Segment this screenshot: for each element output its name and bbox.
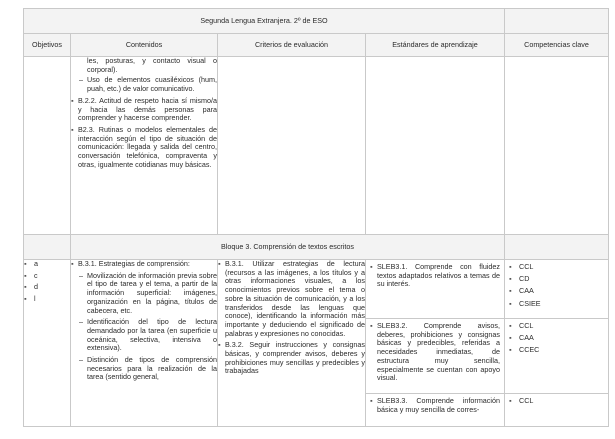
contenidos-sub-item xyxy=(79,76,217,93)
sub-item-text: Identificación del tipo de lectura demandado por la tarea (en superficie u oceánica, selectiva, intensiva o extensiva). xyxy=(87,317,217,353)
block-header-empty xyxy=(24,235,71,260)
bullet-icon: ▪ xyxy=(509,298,512,308)
col-objetivos: Objetivos xyxy=(24,34,71,57)
competencia-item xyxy=(509,287,604,296)
contenidos-item xyxy=(71,126,217,170)
bullet-icon: ▪ xyxy=(71,259,74,268)
bullet-icon: ▪ xyxy=(218,259,221,268)
contenidos-head: B.3.1. Estrategias de comprensión: xyxy=(78,259,190,268)
sub-item-text: Movilización de información previa sobre el tipo de tarea y el tema, a partir de la información superficial: imágenes, organización en la página, títulos de cabecera, etc. xyxy=(87,270,217,315)
competencia-label: CCL xyxy=(519,396,534,405)
competencias-cell-empty xyxy=(505,57,609,235)
competencia-item xyxy=(509,334,604,343)
objetivo-label: l xyxy=(34,294,36,304)
estandares-cell-empty xyxy=(366,57,505,235)
criterio-item xyxy=(218,341,365,376)
contenidos-item-text: B2.3. Rutinas o modelos elementales de interacción según el tipo de situación de comunicación: llegada y salida del centro, conversación telefónica, compraventa y otras, igualmente cotidianas muy básicas. xyxy=(78,124,217,169)
curriculum-table xyxy=(23,8,609,427)
competencias-cell xyxy=(505,260,609,427)
block3-title: Bloque 3. Comprensión de textos escritos xyxy=(71,235,505,260)
objetivo-item xyxy=(24,260,70,269)
bullet-icon: ▪ xyxy=(509,262,512,271)
bullet-icon: ▪ xyxy=(370,321,373,330)
bullet-icon: ▪ xyxy=(24,270,27,280)
criterio-text: B.3.1. Utilizar estrategias de lectura (recursos a las imágenes, a los títulos y a otras informaciones visuales, a los conocimientos previos sobre el tema o sobre la situación de comunicación, y a los transferidos desde las lenguas que conoce), identificando la información más importante y deduciendo el significado de palabras y expresiones no conocidas. xyxy=(225,259,365,338)
bullet-icon: ▪ xyxy=(509,345,512,355)
bullet-icon: ▪ xyxy=(509,286,512,296)
competencias-group xyxy=(505,394,608,424)
competencias-group xyxy=(505,260,608,319)
table-title-row xyxy=(24,9,609,34)
criterio-text: B.3.2. Seguir instrucciones y consignas básicas, y comprender avisos, deberes y prohibiciones muy sencillas y predecibles y trabajadas xyxy=(225,340,365,376)
contenidos-sub-item xyxy=(79,318,217,353)
table-title-empty xyxy=(505,9,609,34)
contenidos-item-text: B.2.2. Actitud de respeto hacia sí mismo/a y hacia las demás personas para comprender y hacerse comprender. xyxy=(78,95,217,123)
objetivos-cell-empty xyxy=(24,57,71,235)
bullet-icon: ▪ xyxy=(509,396,512,405)
dash-marker: – xyxy=(79,355,83,365)
table-row-block2-cont xyxy=(24,57,609,235)
bullet-icon: ▪ xyxy=(71,95,74,105)
block-header-row xyxy=(24,235,609,260)
estandar-text: SLEB3.3. Comprende información básica y muy sencilla de corres- xyxy=(377,396,500,414)
sub-item-text: Distinción de tipos de comprensión necesarios para la realización de la tarea (sentido general, xyxy=(87,355,217,382)
competencia-label: CCEC xyxy=(519,345,540,355)
col-competencias: Competencias clave xyxy=(505,34,609,57)
dash-marker: – xyxy=(79,317,83,327)
competencia-item xyxy=(509,346,604,355)
competencia-label: CSIEE xyxy=(519,298,541,308)
table-title: Segunda Lengua Extranjera. 2º de ESO xyxy=(24,9,505,34)
dash-marker: – xyxy=(79,75,83,85)
bullet-icon: ▪ xyxy=(24,259,27,268)
contenidos-continuation: les, posturas, y contacto visual o corporal). xyxy=(87,56,217,74)
competencia-item xyxy=(509,300,604,309)
estandar-item xyxy=(366,260,504,319)
objetivos-cell xyxy=(24,260,71,427)
competencia-label: CD xyxy=(519,274,530,284)
bullet-icon: ▪ xyxy=(24,294,27,304)
estandar-text: SLEB3.1. Comprende con fluidez textos adaptados relativos a temas de su interés. xyxy=(377,262,500,289)
estandar-item xyxy=(366,319,504,394)
competencia-item xyxy=(509,397,604,406)
col-criterios: Criterios de evaluación xyxy=(218,34,366,57)
criterios-cell-empty xyxy=(218,57,366,235)
contenidos-sub-item xyxy=(79,356,217,382)
objetivo-item xyxy=(24,272,70,281)
competencia-label: CAA xyxy=(519,333,534,343)
dash-marker: – xyxy=(79,270,83,280)
competencia-label: CCL xyxy=(519,262,534,271)
criterios-cell xyxy=(218,260,366,427)
estandar-item xyxy=(366,394,504,424)
competencia-item xyxy=(509,263,604,272)
bullet-icon: ▪ xyxy=(370,262,373,271)
sub-item-text: Uso de elementos cuasiléxicos (hum, puah, etc.) de valor comunicativo. xyxy=(87,75,217,94)
competencia-item xyxy=(509,275,604,284)
objetivo-item xyxy=(24,283,70,292)
contenidos-item xyxy=(71,97,217,123)
bullet-icon: ▪ xyxy=(24,282,27,292)
col-estandares: Estándares de aprendizaje xyxy=(366,34,505,57)
competencia-item xyxy=(509,322,604,331)
objetivo-item xyxy=(24,295,70,304)
bullet-icon: ▪ xyxy=(218,340,221,350)
criterio-item xyxy=(218,260,365,338)
contenidos-cell xyxy=(71,260,218,427)
bullet-icon: ▪ xyxy=(509,321,512,330)
competencias-group xyxy=(505,319,608,394)
bullet-icon: ▪ xyxy=(71,124,74,134)
competencia-label: CCL xyxy=(519,321,534,330)
column-header-row xyxy=(24,34,609,57)
objetivo-label: d xyxy=(34,282,38,292)
col-contenidos: Contenidos xyxy=(71,34,218,57)
objetivo-label: a xyxy=(34,259,38,268)
block-header-empty-right xyxy=(505,235,609,260)
contenidos-item xyxy=(71,260,217,269)
estandar-text: SLEB3.2. Comprende avisos, deberes, prohibiciones y consignas básicas y predecibles, referidas a necesidades inmediatas, de estructura muy sencilla, especialmente se cuentan con apoyo visual. xyxy=(377,321,500,383)
bullet-icon: ▪ xyxy=(509,274,512,284)
contenidos-cell xyxy=(71,57,218,235)
competencia-label: CAA xyxy=(519,286,534,296)
contenidos-sub-item xyxy=(79,272,217,316)
table-row-block3 xyxy=(24,260,609,427)
estandares-cell xyxy=(366,260,505,427)
bullet-icon: ▪ xyxy=(509,333,512,343)
objetivo-label: c xyxy=(34,270,38,280)
bullet-icon: ▪ xyxy=(370,396,373,405)
